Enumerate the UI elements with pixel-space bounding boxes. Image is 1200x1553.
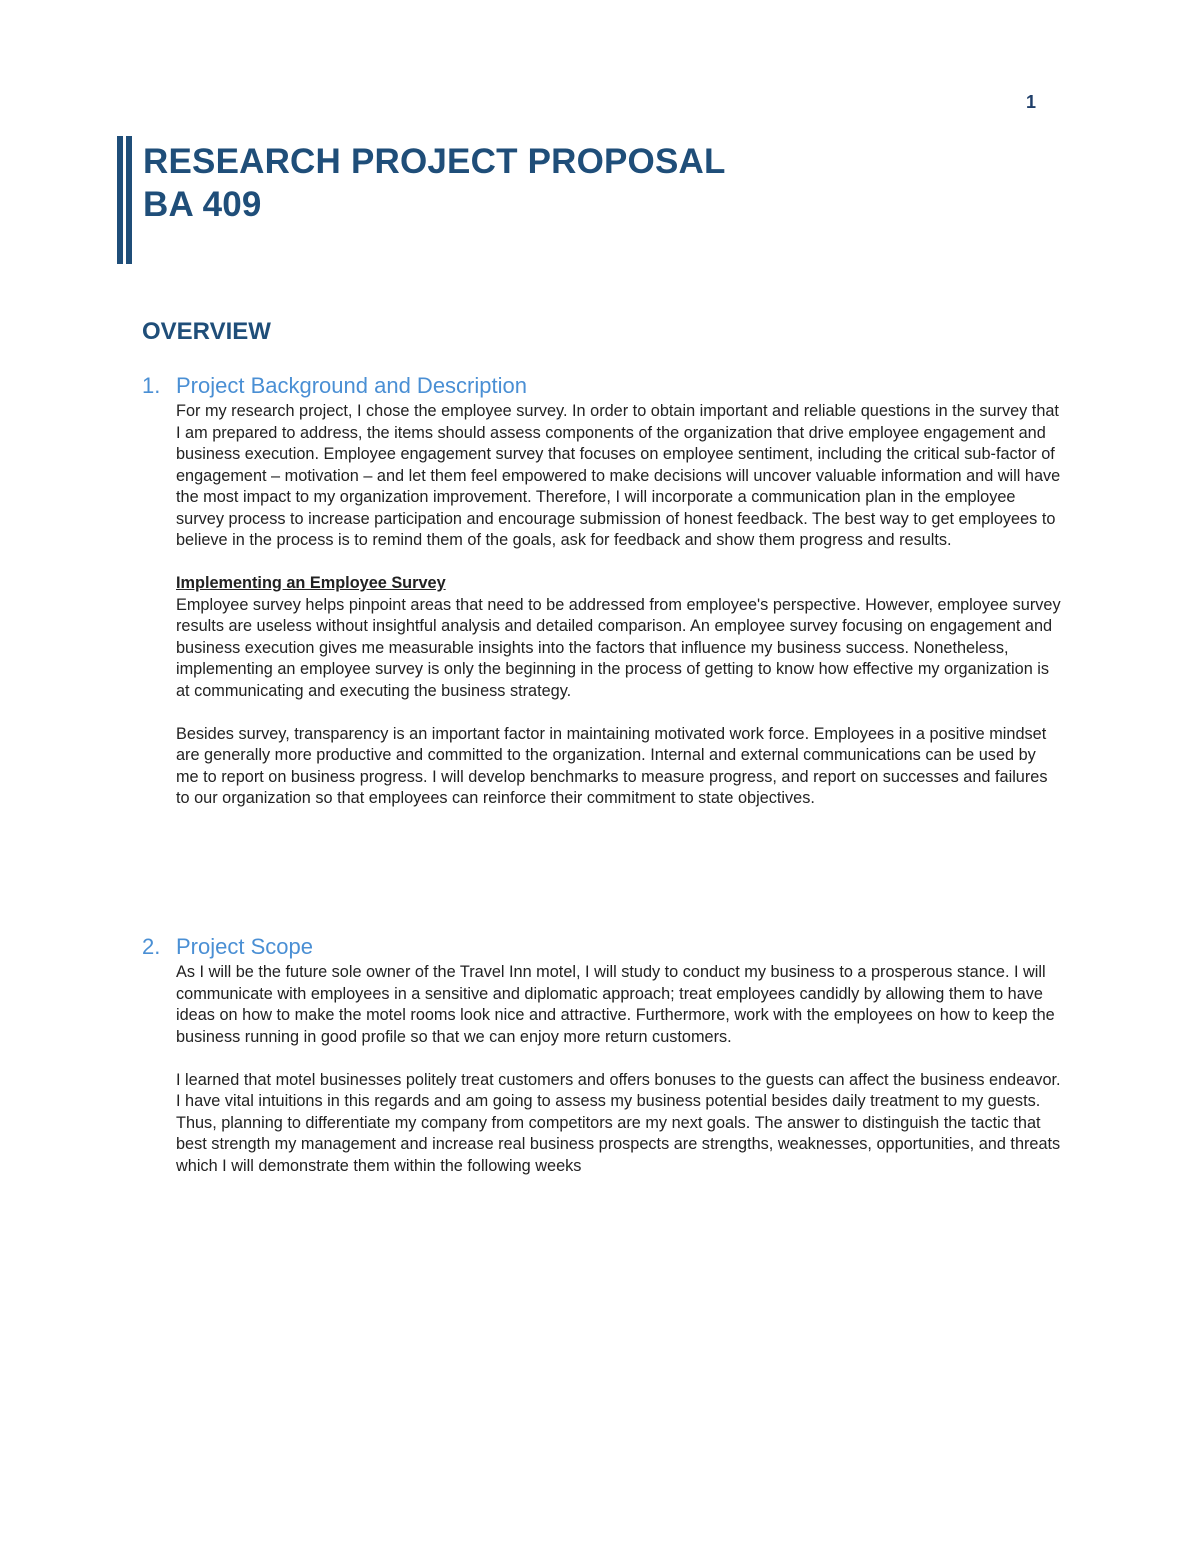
section-project-background	[142, 373, 1062, 810]
section-body	[176, 401, 1062, 810]
section-title: Project Background and Description	[176, 373, 527, 398]
accent-bar-right	[126, 136, 132, 264]
subsection-heading: Implementing an Employee Survey	[176, 574, 446, 592]
title-line-1: RESEARCH PROJECT PROPOSAL	[143, 142, 726, 181]
section-heading	[142, 373, 1062, 401]
section-title: Project Scope	[176, 934, 313, 959]
section-project-scope	[142, 934, 1062, 1177]
section-number: 2.	[142, 934, 161, 959]
section-body	[176, 962, 1062, 1177]
paragraph: For my research project, I chose the employee survey. In order to obtain important and reliable questions in the survey that I am prepared to address, the items should assess components of the organization that drive employee engagement and business execution. Employee engagement survey that focuses on employee sentiment, including the critical sub-factor of engagement – motivation – and let them feel empowered to make decisions will uncover valuable information and will have the most impact to my organization improvement. Therefore, I will incorporate a communication plan in the employee survey process to increase participation and encourage submission of honest feedback. The best way to get employees to believe in the process is to remind them of the goals, ask for feedback and show them progress and results.	[176, 402, 1061, 549]
paragraph: Employee survey helps pinpoint areas that need to be addressed from employee's perspective. However, employee survey results are useless without insightful analysis and detailed comparison. An employee survey focusing on engagement and business execution gives me measurable insights into the factors that influence my business success. Nonetheless, implementing an employee survey is only the beginning in the process of getting to know how effective my organization is at communicating and executing the business strategy.	[176, 595, 1061, 700]
title-line-2: BA 409	[143, 185, 262, 224]
section-number: 1.	[142, 373, 161, 398]
page-number: 1	[1026, 92, 1037, 112]
document-title	[143, 140, 726, 226]
accent-bar-left	[117, 136, 123, 264]
section-heading	[142, 934, 1062, 962]
paragraph: I learned that motel businesses politely treat customers and offers bonuses to the guests can affect the business endeavor. I have vital intuitions in this regards and am going to assess my business potential besides daily treatment to my guests. Thus, planning to differentiate my company from competitors are my next goals. The answer to distinguish the tactic that best strength my management and increase real business prospects are strengths, weaknesses, opportunities, and threats which I will demonstrate them within the following weeks	[176, 1070, 1061, 1175]
title-accent-bars	[117, 136, 133, 264]
paragraph: As I will be the future sole owner of the Travel Inn motel, I will study to conduct my business to a prosperous stance. I will communicate with employees in a sensitive and diplomatic approach; treat employees candidly by allowing them to have ideas on how to make the motel rooms look nice and attractive. Furthermore, work with the employees on how to keep the business running in good profile so that we can enjoy more return customers.	[176, 963, 1055, 1046]
paragraph: Besides survey, transparency is an important factor in maintaining motivated work force. Employees in a positive mindset are generally more productive and committed to the organization. Internal and external communications can be used by me to report on business progress. I will develop benchmarks to measure progress, and report on successes and failures to our organization so that employees can reinforce their commitment to state objectives.	[176, 724, 1048, 807]
overview-heading: OVERVIEW	[142, 318, 271, 345]
